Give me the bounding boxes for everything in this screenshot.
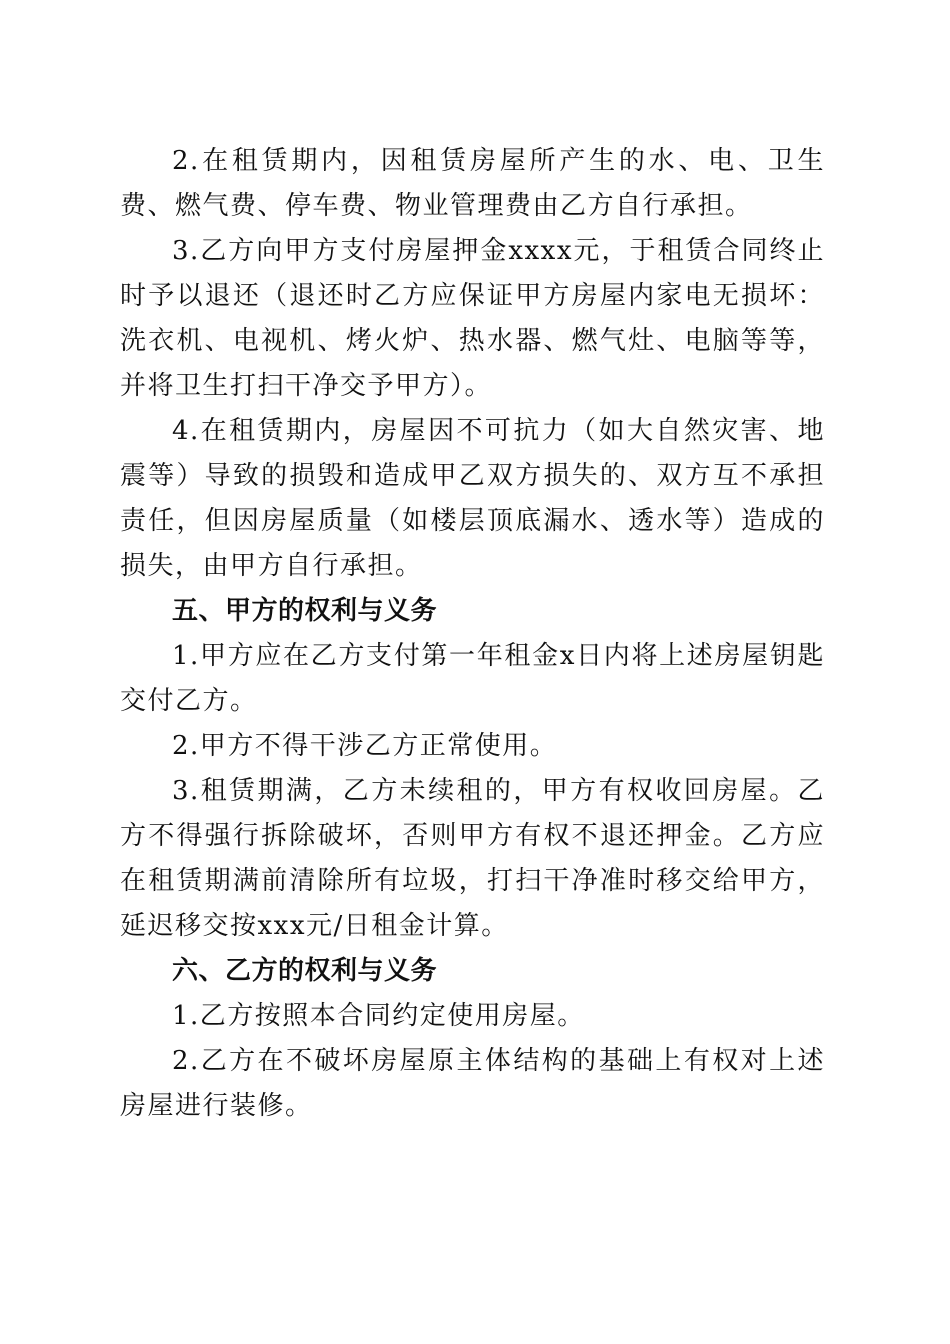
- clause-5-2-no-interference: 2.甲方不得干涉乙方正常使用。: [172, 731, 558, 761]
- clause-6-1-use-of-premises: 1.乙方按照本合同约定使用房屋。: [172, 1001, 585, 1031]
- document-body: [120, 139, 825, 1129]
- clause-4-4-force-majeure: 4.在租赁期内，房屋因不可抗力（如大自然灾害、地震等）导致的损毁和造成甲乙双方损失的、双方互不承担责任，但因房屋质量（如楼层顶底漏水、透水等）造成的损失，由甲方自行承担。: [120, 416, 825, 581]
- clause-5-3-lease-expiry: 3.租赁期满，乙方未续租的，甲方有权收回房屋。乙方不得强行拆除破坏，否则甲方有权不退还押金。乙方应在租赁期满前清除所有垃圾，打扫干净准时移交给甲方，延迟移交按xxx元/日租金计算。: [120, 776, 825, 941]
- clause-6-2-renovation: 2.乙方在不破坏房屋原主体结构的基础上有权对上述房屋进行装修。: [120, 1046, 825, 1121]
- section-heading-party-a: 五、甲方的权利与义务: [172, 596, 438, 626]
- clause-4-2-utilities: 2.在租赁期内，因租赁房屋所产生的水、电、卫生费、燃气费、停车费、物业管理费由乙方自行承担。: [120, 146, 825, 221]
- clause-5-1-key-handover: 1.甲方应在乙方支付第一年租金x日内将上述房屋钥匙交付乙方。: [120, 641, 825, 716]
- clause-4-3-deposit: 3.乙方向甲方支付房屋押金xxxx元，于租赁合同终止时予以退还（退还时乙方应保证甲方房屋内家电无损坏：洗衣机、电视机、烤火炉、热水器、燃气灶、电脑等等，并将卫生打扫干净交予甲方）。: [120, 236, 825, 401]
- section-heading-party-b: 六、乙方的权利与义务: [172, 956, 438, 986]
